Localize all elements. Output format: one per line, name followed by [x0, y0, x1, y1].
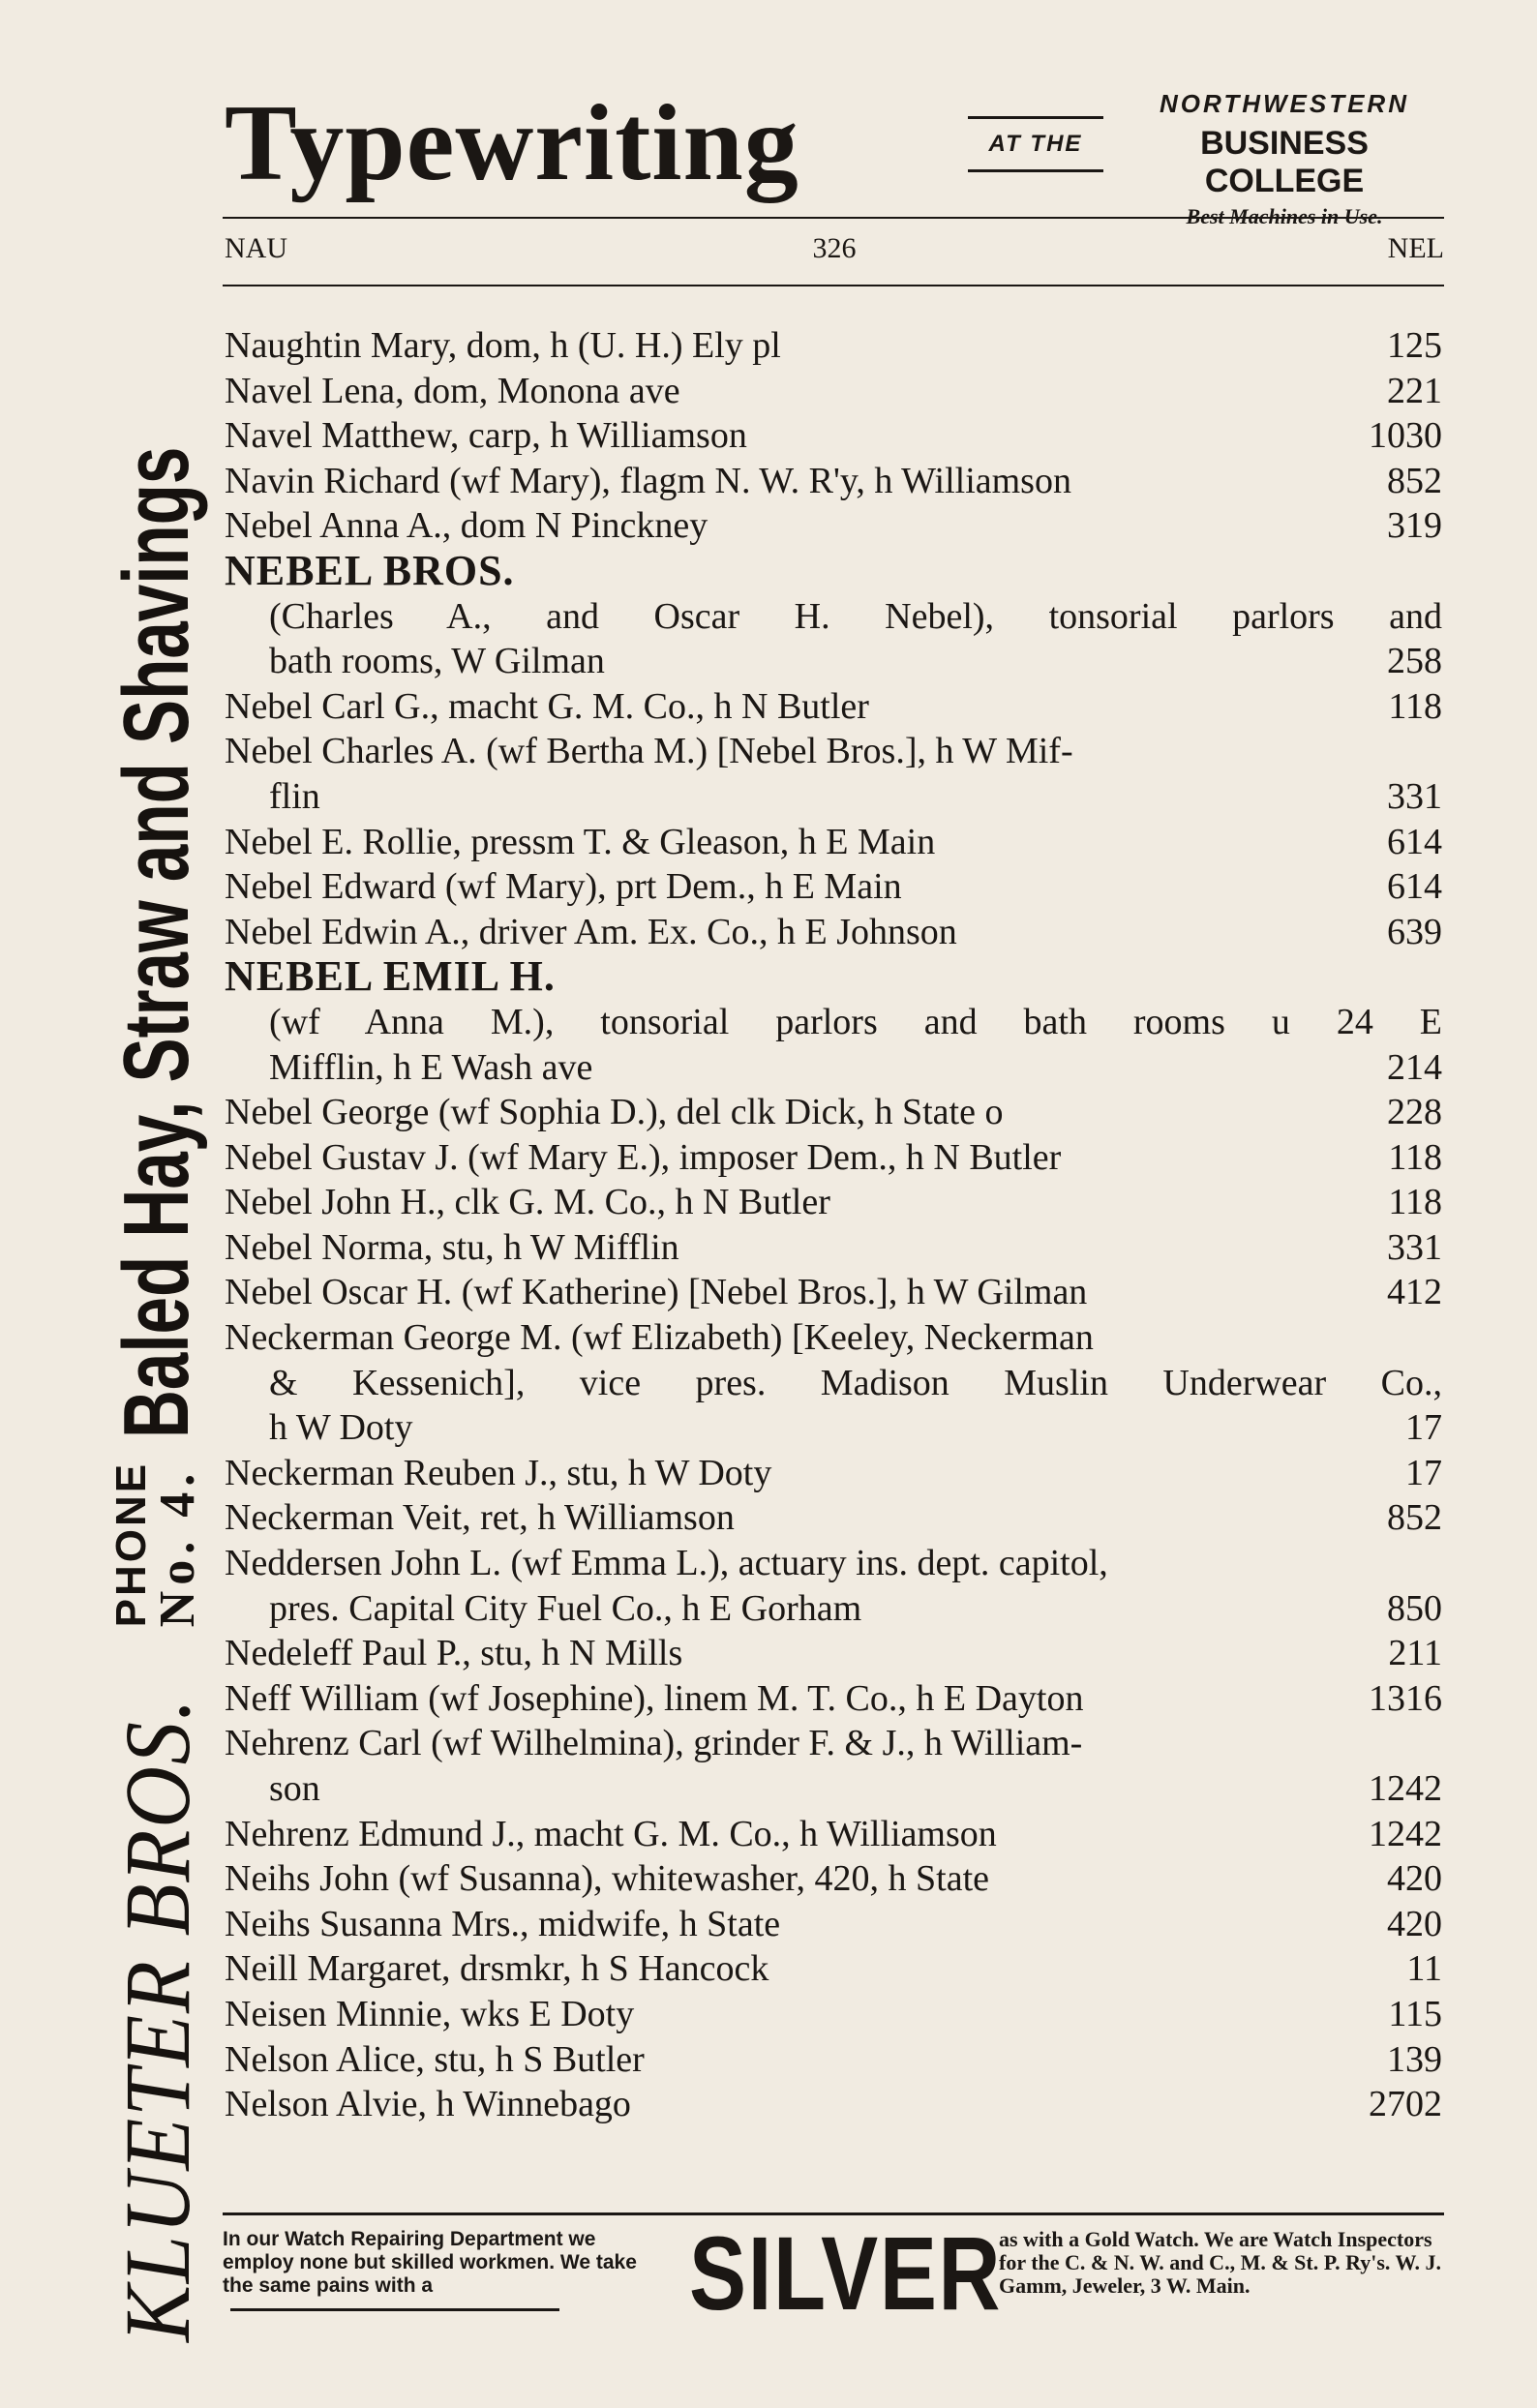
- entry-text: Nebel Gustav J. (wf Mary E.), imposer Dem., h N Butler: [225, 1136, 1062, 1178]
- entry-number: 118: [1388, 685, 1442, 727]
- entry-number: 420: [1387, 1858, 1442, 1900]
- entry-number: 412: [1387, 1272, 1442, 1313]
- footer-silver: SILVER: [689, 2214, 1003, 2332]
- header-at-the: AT THE: [968, 116, 1103, 172]
- entry-number: 614: [1387, 866, 1442, 908]
- entry-number: 221: [1387, 370, 1442, 411]
- side-ad-brand: KLUETER BROS.: [105, 1697, 209, 2342]
- entry-text: Navel Matthew, carp, h Williamson: [225, 415, 747, 457]
- directory-entry: [225, 1405, 1442, 1451]
- directory-entry: [225, 1766, 1442, 1812]
- directory-entry: [225, 413, 1442, 459]
- directory-entry: [225, 323, 1442, 369]
- directory-entry: [225, 1270, 1442, 1315]
- entry-number: 1242: [1369, 1813, 1442, 1854]
- entry-text: Nebel E. Rollie, pressm T. & Gleason, h E Main: [225, 821, 936, 862]
- side-advertisement: [89, 87, 225, 2342]
- business-heading: [225, 954, 1442, 1000]
- directory-entry: [225, 1856, 1442, 1902]
- directory-entry: [225, 820, 1442, 865]
- entry-text: Nebel Carl G., macht G. M. Co., h N Butler: [225, 685, 869, 727]
- entry-text: Neckerman George M. (wf Elizabeth) [Keeley, Neckerman: [225, 1317, 1094, 1359]
- footer-underline: [230, 2308, 559, 2311]
- entry-text: Nebel Norma, stu, h W Mifflin: [225, 1226, 679, 1268]
- directory-entry: [225, 774, 1442, 820]
- entry-text: Neddersen John L. (wf Emma L.), actuary ins. dept. capitol,: [225, 1543, 1108, 1584]
- directory-entry: [225, 369, 1442, 414]
- entry-text: Nelson Alice, stu, h S Butler: [225, 2038, 645, 2080]
- entry-text: Neihs John (wf Susanna), whitewasher, 420, h State: [225, 1858, 990, 1900]
- entry-number: 17: [1405, 1452, 1442, 1493]
- college-line-2: BUSINESS COLLEGE: [1200, 125, 1369, 199]
- entry-number: 852: [1387, 460, 1442, 501]
- entry-text: & Kessenich], vice pres. Madison Muslin Underwear Co.,: [269, 1362, 1442, 1403]
- directory-entry: [225, 1495, 1442, 1541]
- header-title: Typewriting: [225, 83, 799, 203]
- entry-text: Nebel John H., clk G. M. Co., h N Butler: [225, 1182, 830, 1223]
- directory-entry: [225, 1902, 1442, 1947]
- directory-entry: [225, 503, 1442, 549]
- directory-entry: [225, 1315, 1442, 1361]
- directory-entry: [225, 2082, 1442, 2127]
- directory-entry: [225, 1721, 1442, 1766]
- directory-entry: [225, 1946, 1442, 1992]
- entry-number: 420: [1387, 1903, 1442, 1944]
- footer-left-copy: In our Watch Repairing Department we employ none but skilled workmen. We take the same pains with a: [223, 2228, 637, 2297]
- entry-text: Neckerman Reuben J., stu, h W Doty: [225, 1452, 772, 1493]
- entry-text: h W Doty: [269, 1407, 413, 1449]
- directory-entry: [225, 1135, 1442, 1181]
- directory-entry: [225, 1090, 1442, 1135]
- entry-text: Nebel Edward (wf Mary), prt Dem., h E Main: [225, 866, 902, 908]
- entry-text: (Charles A., and Oscar H. Nebel), tonsorial parlors and: [269, 595, 1442, 637]
- entry-number: 125: [1387, 325, 1442, 366]
- entry-number: 639: [1387, 911, 1442, 952]
- directory-entry: [225, 1541, 1442, 1586]
- entry-text: Nehrenz Carl (wf Wilhelmina), grinder F. & J., h William-: [225, 1723, 1083, 1764]
- entry-number: 1316: [1369, 1677, 1442, 1719]
- directory-listing: [225, 323, 1442, 2127]
- directory-entry: [225, 1586, 1442, 1632]
- header-college: [1125, 89, 1444, 229]
- directory-entry: [225, 1045, 1442, 1091]
- entry-number: 1242: [1369, 1768, 1442, 1809]
- entry-number: 331: [1387, 1226, 1442, 1268]
- side-ad-phone-label: PHONE: [107, 1460, 155, 1628]
- entry-text: (wf Anna M.), tonsorial parlors and bath rooms u 24 E: [269, 1001, 1442, 1042]
- directory-entry: [225, 864, 1442, 910]
- directory-entry: [225, 1361, 1442, 1406]
- directory-entry: [225, 1225, 1442, 1271]
- entry-number: 319: [1387, 505, 1442, 547]
- directory-entry: [225, 2037, 1442, 2083]
- directory-entry: [225, 729, 1442, 774]
- header-rule: [223, 217, 1444, 219]
- entry-number: 17: [1405, 1407, 1442, 1449]
- college-line-3: Best Machines in Use.: [1186, 204, 1383, 228]
- college-line-1: NORTHWESTERN: [1160, 89, 1409, 118]
- entry-number: 118: [1388, 1182, 1442, 1223]
- page-number: 326: [812, 232, 857, 264]
- entry-text: Naughtin Mary, dom, h (U. H.) Ely pl: [225, 325, 781, 366]
- directory-entry: [225, 459, 1442, 504]
- business-heading: [225, 546, 1442, 594]
- entry-text: Nebel Charles A. (wf Bertha M.) [Nebel Bros.], h W Mif-: [225, 731, 1073, 772]
- entry-text: Nebel Oscar H. (wf Katherine) [Nebel Bros.], h W Gilman: [225, 1272, 1088, 1313]
- entry-number: 1030: [1369, 415, 1442, 457]
- entry-text: Neckerman Veit, ret, h Williamson: [225, 1497, 735, 1539]
- entry-text: NEBEL EMIL H.: [225, 952, 556, 1001]
- directory-entry: [225, 1631, 1442, 1676]
- entry-number: 258: [1387, 641, 1442, 682]
- entry-text: Nehrenz Edmund J., macht G. M. Co., h Williamson: [225, 1813, 997, 1854]
- entry-text: NEBEL BROS.: [225, 546, 515, 594]
- directory-entry: [225, 1451, 1442, 1496]
- entry-number: 2702: [1369, 2084, 1442, 2125]
- entry-number: 852: [1387, 1497, 1442, 1539]
- entry-number: 614: [1387, 821, 1442, 862]
- entry-number: 228: [1387, 1092, 1442, 1133]
- running-head-left: NAU: [225, 232, 287, 264]
- running-head-rule: [223, 285, 1444, 286]
- directory-entry: [225, 594, 1442, 640]
- directory-entry: [225, 1992, 1442, 2037]
- directory-entry: [225, 910, 1442, 955]
- entry-text: bath rooms, W Gilman: [269, 641, 605, 682]
- entry-number: 139: [1387, 2038, 1442, 2080]
- entry-text: Mifflin, h E Wash ave: [269, 1046, 593, 1088]
- running-head-right: NEL: [1387, 232, 1444, 264]
- entry-number: 11: [1406, 1948, 1442, 1990]
- entry-text: Nebel Anna A., dom N Pinckney: [225, 505, 708, 547]
- entry-number: 850: [1387, 1587, 1442, 1629]
- footer-right-text: as with a Gold Watch. We are Watch Inspectors for the C. & N. W. and C., M. & St. P. Ry's. W. J. Gamm, Jeweler, 3 W. Main.: [999, 2227, 1442, 2298]
- side-ad-phone-number: No. 4.: [150, 1467, 205, 1628]
- directory-entry: [225, 1676, 1442, 1722]
- entry-text: Neihs Susanna Mrs., midwife, h State: [225, 1903, 781, 1944]
- entry-number: 115: [1388, 1993, 1442, 2034]
- entry-number: 118: [1388, 1136, 1442, 1178]
- directory-entry: [225, 639, 1442, 684]
- page-header-ad: [225, 83, 1444, 228]
- side-ad-phone: [107, 1460, 205, 1628]
- entry-text: Neisen Minnie, wks E Doty: [225, 1993, 635, 2034]
- entry-text: Nebel George (wf Sophia D.), del clk Dick, h State o: [225, 1092, 1004, 1133]
- side-ad-goods: Baled Hay, Straw and Shavings: [105, 446, 208, 1438]
- entry-text: pres. Capital City Fuel Co., h E Gorham: [269, 1587, 862, 1629]
- entry-text: Neill Margaret, drsmkr, h S Hancock: [225, 1948, 769, 1990]
- entry-text: Navin Richard (wf Mary), flagm N. W. R'y, h Williamson: [225, 460, 1071, 501]
- entry-number: 214: [1387, 1046, 1442, 1088]
- directory-entry: [225, 1180, 1442, 1225]
- footer-advertisement: [223, 2214, 1444, 2340]
- running-head: [225, 232, 1444, 271]
- directory-entry: [225, 1812, 1442, 1857]
- directory-entry: [225, 684, 1442, 730]
- entry-number: 211: [1388, 1633, 1442, 1674]
- entry-text: Nelson Alvie, h Winnebago: [225, 2084, 631, 2125]
- footer-left-text: [223, 2228, 668, 2321]
- entry-text: Navel Lena, dom, Monona ave: [225, 370, 680, 411]
- directory-entry: [225, 1000, 1442, 1045]
- entry-text: flin: [269, 775, 320, 817]
- entry-number: 331: [1387, 775, 1442, 817]
- entry-text: Nedeleff Paul P., stu, h N Mills: [225, 1633, 683, 1674]
- entry-text: Neff William (wf Josephine), linem M. T. Co., h E Dayton: [225, 1677, 1084, 1719]
- entry-text: Nebel Edwin A., driver Am. Ex. Co., h E Johnson: [225, 911, 957, 952]
- entry-text: son: [269, 1768, 320, 1809]
